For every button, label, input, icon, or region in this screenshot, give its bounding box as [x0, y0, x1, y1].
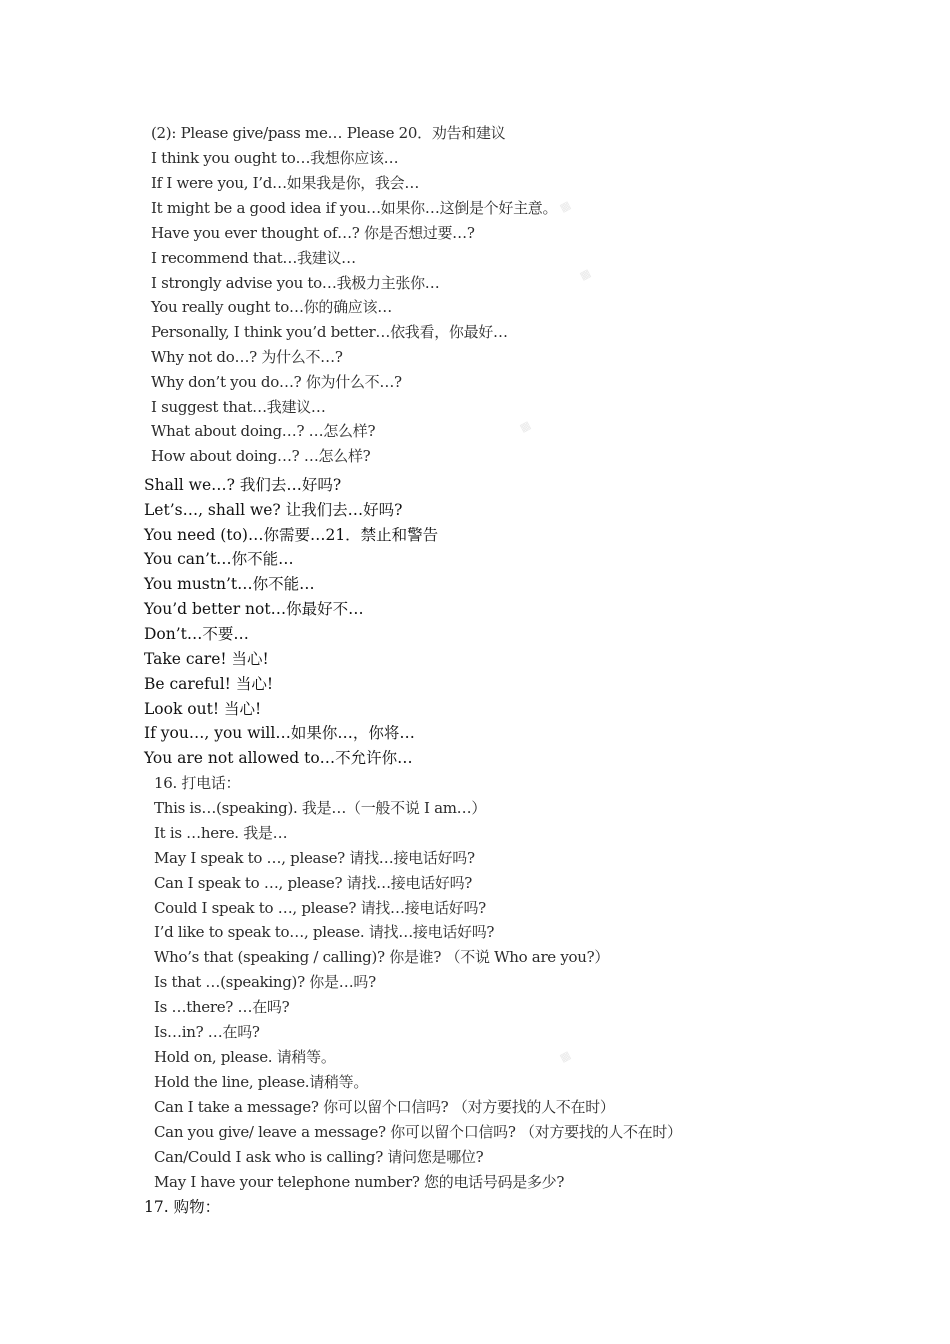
doc-line: You need (to)…你需要…21．禁止和警告	[144, 526, 439, 544]
doc-line: You really ought to…你的确应该…	[151, 298, 392, 316]
doc-line: I recommend that…我建议…	[151, 249, 356, 267]
doc-line: If I were you, I’d…如果我是你，我会…	[151, 174, 420, 192]
doc-line: Shall we…? 我们去…好吗?	[144, 476, 342, 494]
doc-line: If you…, you will…如果你…，你将…	[144, 724, 415, 742]
doc-line: You mustn’t…你不能…	[144, 575, 315, 593]
doc-line: Is…in? …在吗?	[154, 1023, 260, 1041]
doc-line: Have you ever thought of…? 你是否想过要…?	[151, 224, 475, 242]
section-heading: 16. 打电话：	[154, 774, 241, 792]
doc-line: Can I speak to …, please? 请找…接电话好吗?	[154, 874, 473, 892]
watermark-icon: ▦	[577, 266, 593, 283]
doc-line: Look out! 当心!	[144, 700, 262, 718]
watermark-icon: ▦	[517, 418, 533, 435]
doc-line: Take care! 当心!	[144, 650, 269, 668]
doc-line: Personally, I think you’d better…依我看，你最好…	[151, 323, 508, 341]
doc-line: Be careful! 当心!	[144, 675, 274, 693]
section-heading: 17. 购物：	[144, 1198, 221, 1216]
doc-line: Hold the line, please.请稍等。	[154, 1073, 369, 1091]
doc-line: Can you give/ leave a message? 你可以留个口信吗? （对方要找的人不在时）	[154, 1123, 682, 1141]
doc-line: I’d like to speak to…, please. 请找…接电话好吗?	[154, 923, 495, 941]
watermark-icon: ▦	[557, 198, 573, 215]
doc-line: It might be a good idea if you…如果你…这倒是个好主意。	[151, 199, 558, 217]
doc-line: It is …here. 我是…	[154, 824, 288, 842]
doc-line: Don’t…不要…	[144, 625, 249, 643]
doc-line: May I speak to …, please? 请找…接电话好吗?	[154, 849, 475, 867]
doc-line: This is…(speaking). 我是…（一般不说 I am…）	[154, 799, 487, 817]
doc-line: Who’s that (speaking / calling)? 你是谁? （不说 Who are you?）	[154, 948, 610, 966]
doc-line: Hold on, please. 请稍等。	[154, 1048, 336, 1066]
doc-line: Can/Could I ask who is calling? 请问您是哪位?	[154, 1148, 484, 1166]
doc-line: How about doing…? …怎么样?	[151, 447, 371, 465]
doc-line: (2): Please give/pass me… Please 20．劝告和建议	[151, 124, 506, 142]
doc-line: You can’t…你不能…	[144, 550, 294, 568]
doc-line: Can I take a message? 你可以留个口信吗? （对方要找的人不在时）	[154, 1098, 615, 1116]
doc-line: Why not do…? 为什么不…?	[151, 348, 343, 366]
doc-line: Why don’t you do…? 你为什么不…?	[151, 373, 402, 391]
doc-line: What about doing…? …怎么样?	[151, 422, 376, 440]
doc-line: Is that …(speaking)? 你是…吗?	[154, 973, 376, 991]
doc-line: May I have your telephone number? 您的电话号码是多少?	[154, 1173, 565, 1191]
doc-line: You are not allowed to…不允许你…	[144, 749, 413, 767]
doc-line: Could I speak to …, please? 请找…接电话好吗?	[154, 899, 486, 917]
doc-line: Let’s…, shall we? 让我们去…好吗?	[144, 501, 403, 519]
doc-line: I suggest that…我建议…	[151, 398, 326, 416]
doc-line: You’d better not…你最好不…	[144, 600, 364, 618]
doc-line: I think you ought to…我想你应该…	[151, 149, 399, 167]
doc-line: I strongly advise you to…我极力主张你…	[151, 274, 440, 292]
doc-line: Is …there? …在吗?	[154, 998, 290, 1016]
watermark-icon: ▦	[557, 1048, 573, 1065]
